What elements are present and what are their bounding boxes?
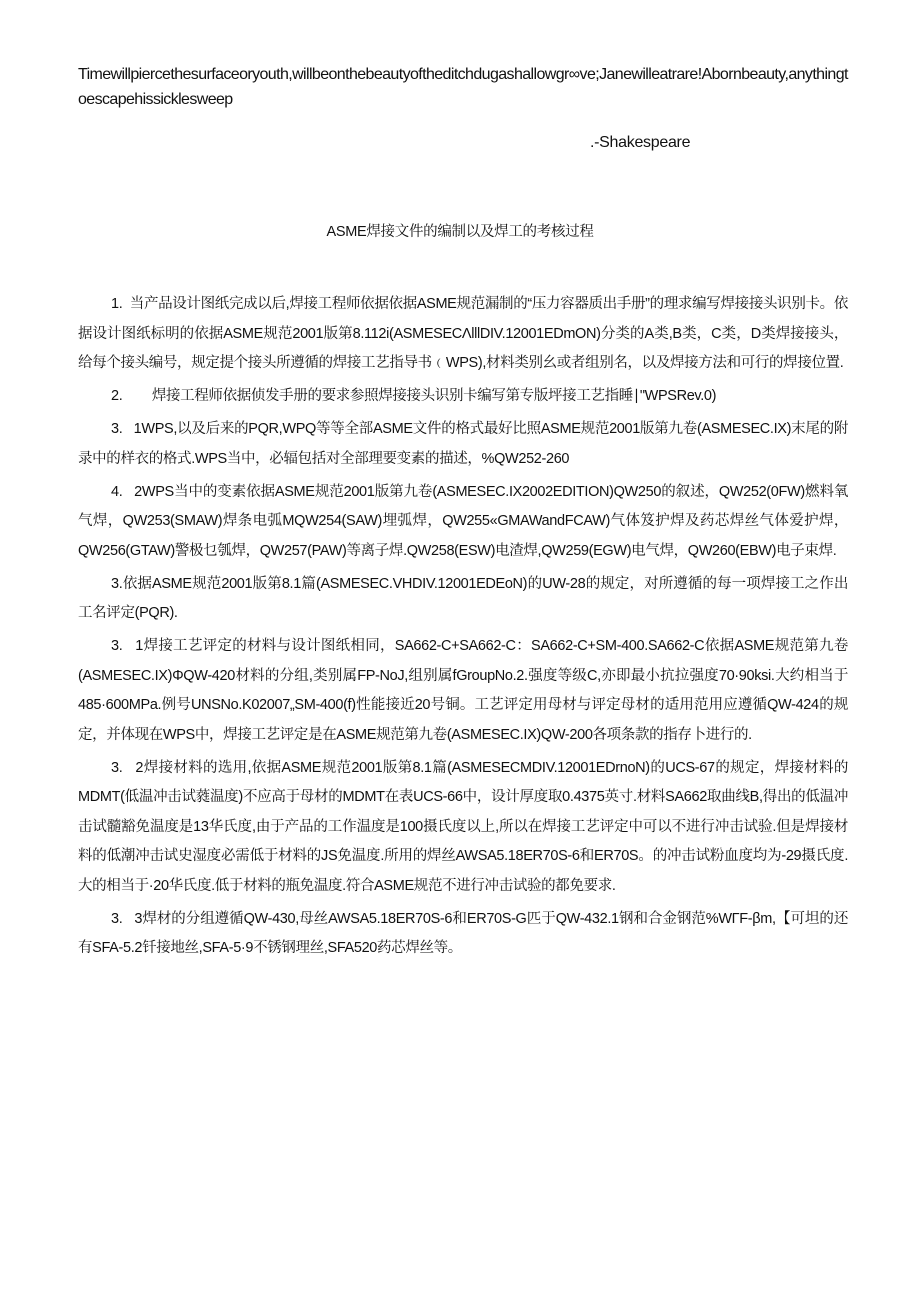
paragraph-3: 3. 1WPS,以及后来的PQR,WPQ等等全部ASME文件的格式最好比照ASME规范2001版第九卷(ASMESEC.IX)末尾的附录中的样衣的格式.WPS当中，必辐包括对全部理要变素的描述，%QW252-260 <box>78 421 848 467</box>
paragraph-4: 4. 2WPS当中的变素依据ASME规范2001版第九卷(ASMESEC.IX2002EDITION)QW250的叙述，QW252(0FW)燃料氧气焊，QW253(SMAW)焊条电弧MQW254(SAW)埋弧焊，QW255«GMAWandFCAW)气体笈护焊及药芯焊丝气体爱护焊，QW256(GTAW)警极乜瓠焊，QW257(PAW)等离子焊.QW258(ESW)电渣焊,QW259(EGW)电气焊，QW260(EBW)电子束焊. <box>78 483 848 559</box>
paragraph-5: 3.依据ASME规范2001版第8.1篇(ASMESEC.VHDIV.12001EDEoN)的UW-28的规定，对所遵循的每一项焊接工之作出工名评定(PQR). <box>78 575 848 621</box>
epigraph-quote: Timewillpiercethesurfaceoryouth,willbeonthebeautyoftheditchdugashallowgr∞ve;Janewilleatrare!Abornbeauty,anythingtoescapehissicklesweep <box>78 66 848 108</box>
document-title: ASME焊接文件的编制以及焊工的考核过程 <box>326 224 594 240</box>
paragraph-7: 3. 2焊接材料的选用,依据ASME规范2001版第8.1篇(ASMESECMDIV.12001EDrnoN)的UCS-67的规定，焊接材料的MDMT(低温冲击试蕤温度)不应高于母材的MDMT在表UCS-66中，设计厚度取0.4375英寸.材料SA662取曲线B,得出的低温冲击试髓豁免温度是13华氏度,由于产品的工作温度是100摄氏度以上,所以在焊接工艺评定中可以不进行冲击试验.但是焊接材料的低潮冲击试史湿度必需低于材料的JS免温度.所用的焊丝AWSA5.18ER70S-6和ER70S。的冲击试粉血度均为-29摄氏度.大的相当于·20华氏度.低于材料的瓶免温度.符合ASME规范不进行冲击试验的都免要求. <box>78 759 848 894</box>
epigraph-attribution: .-Shakespeare <box>590 134 691 151</box>
paragraph-6: 3. 1焊接工艺评定的材料与设计图纸相同，SA662-C+SA662-C：SA662-C+SM-400.SA662-C依据ASME规范第九卷(ASMESEC.IX)ΦQW-420材料的分组,类别属FP-NoJ,组别属fGroupNo.2.强度等级C,亦即最小抗拉强度70·90ksi.大约相当于485·600MPa.例号UNSNo.K02007„SM-400(f)性能接近20号铜。工艺评定用母材与评定母材的适用范用应遵循QW-424的规定，并体现在WPS中，焊接工艺评定是在ASME规范第九卷(ASMESEC.IX)QW-200各项条款的指存卜进行的. <box>78 638 848 743</box>
paragraph-1: 1. 当产品设计图纸完成以后,焊接工程师依据依据ASME规范漏制的“压力容器质出手册”的理求编写焊接接头识别卡。依据设计图纸标明的依据ASME规范2001版第8.112i(ASMESECΛlllDIV.12001EDmON)分类的A类,B类，C类，D类焊接接头，给每个接头编号，规定提个接头所遵循的焊接工艺指导书﹙WPS),材料类别幺或者组别名，以及焊接方法和可行的焊接位置. <box>78 296 848 371</box>
paragraph-2: 2. 焊接工程师依据侦发手册的要求参照焊接接头识别卡编写第专版坪接工艺指睡∣"WPSRev.0) <box>111 388 717 404</box>
document-body <box>78 290 848 967</box>
paragraph-8: 3. 3焊材的分组遵循QW-430,母丝AWSA5.18ER70S-6和ER70S-G匹于QW-432.1钢和合金钢范%WΓF-βm,【可坦的还有SFA-5.2钎接地丝,SFA-5·9不锈钢理丝,SFA520药芯焊丝等。 <box>78 910 848 956</box>
